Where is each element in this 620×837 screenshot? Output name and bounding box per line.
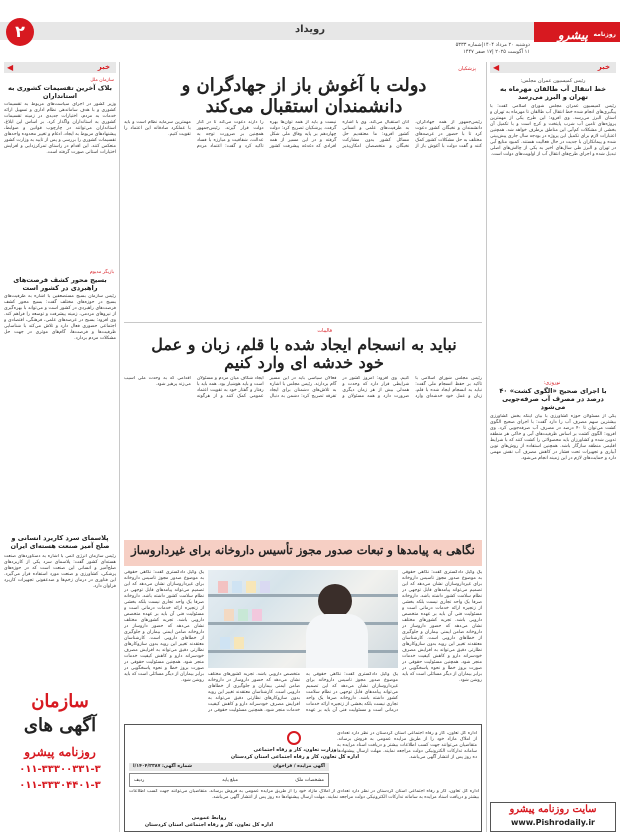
newspaper-logo (534, 22, 620, 42)
second-story-headline: نباید به انسجام ایجاد شده با قلم، زبان و عمل خود خدشه ای وارد کنیم (151, 335, 457, 373)
legal-notice (124, 724, 482, 832)
right-column-label-bar (490, 62, 616, 73)
website-ad-title: سایت روزنامه پیشرو (509, 804, 597, 815)
left-story1-body: وزیر کشور در اجرای سیاست‌های مربوط به تقسیمات کشوری و با هدف ساماندهی نظام اداری و تسهیل ارائه خدمات به مردم، اختیارات جدیدی در زمینه تقسیمات کشوری به استانداران واگذار کرد. بر اساس این ابلاغ، استانداران می‌توانند در چارچوب قوانین و ضوابط، پیشنهادهای مربوط به ایجاد، ادغام و تغییر محدوده واحدهای تقسیمات کشوری را بررسی و پس از تایید به وزارت کشور منعکس کنند. این اقدام در راستای تمرکززدایی و افزایش اختیارات استانی صورت گرفته است. (4, 102, 116, 155)
left-column-label: خبر (97, 63, 110, 71)
right-story2-kicker: نوروزی: (543, 380, 561, 386)
left-column-label-bar (4, 62, 116, 73)
right-story2-body: یکی از مسئولان حوزه کشاورزی با بیان اینکه بخش کشاورزی بیشترین سهم مصرف آب را دارد گفت: با اجرای صحیح الگوی کشت می‌توان تا ۴۰ درصد در مصرف آب صرفه‌جویی کرد. وی افزود: الگوی کشت بر اساس ظرفیت‌های آبی و خاکی هر منطقه تدوین شده و کشاورزان باید محصولاتی را کشت کنند که با شرایط اقلیمی منطقه سازگار باشد. همچنین استفاده از روش‌های نوین آبیاری و تجهیزات تحت فشار در کاهش مصرف آب نقش مهمی دارد و حمایت‌های لازم در این زمینه انجام می‌شود. (490, 414, 616, 461)
right-story1-body: رئیس کمیسیون عمران مجلس شورای اسلامی گفت: با پیگیری‌های انجام شده خط انتقال آب طالقان تا مهرماه به تهران و استان البرز می‌رسد. وی افزود: این طرح یکی از مهمترین پروژه‌های تامین آب شرب پایتخت و کرج است و با تکمیل آن بخشی از مشکلات کم‌آبی این مناطق برطرف خواهد شد. همچنین اعتبارات لازم برای تکمیل این پروژه در بودجه سال جاری پیش‌بینی شده و پیمانکاران با جدیت در حال فعالیت هستند. کمبود منابع آبی در تهران و البرز طی سال‌های اخیر به یکی از چالش‌های اصلی تبدیل شده و اجرای طرح‌های انتقال آب از اولویت‌های دولت است. (490, 104, 616, 157)
notice-office: اداره کل تعاون، کار و رفاه اجتماعی استان کردستان (230, 754, 360, 760)
notice-body: اداره کل تعاون، کار و رفاه اجتماعی استان کردستان در نظر دارد تعدادی از املاک مازاد خود را از طریق مزایده عمومی به فروش برساند. متقاضیان می‌توانند جهت کسب اطلاعات بیشتر و دریافت اسناد مزایده به سامانه تدارکات الکترونیکی دولت مراجعه نمایند. مهلت ارسال پیشنهادها ده روز پس از انتشار آگهی می‌باشد. (129, 789, 479, 800)
left-story2-title: بسیج محور کشف فرصت‌های راهبردی در کشور است (13, 276, 107, 292)
right-column (490, 62, 616, 832)
left-story3-title: پلاسمای سرد کاربرد انسانی و صلح آمیز صنعت هسته‌ای ایران (10, 534, 110, 550)
second-story (124, 326, 482, 536)
ad-phone2: ۰۱۱-۳۳۳۰۴۴۰۱-۳ (19, 780, 101, 791)
right-story2-title: با اجرای صحیح «الگوی کشت» ۴۰ درصد در مصرف آب صرفه‌جویی می‌شود (499, 387, 607, 411)
masthead (0, 0, 620, 56)
notice-table-h2: مبلغ پایه (222, 778, 238, 783)
logo-small: روزنامه (593, 31, 616, 38)
notice-sign1: روابط عمومی (191, 815, 227, 821)
ad-phone1: ۰۱۱-۳۳۳۰۰۳۳۱-۳ (19, 764, 101, 775)
date-line-2: ۱۱ آگوست ۲۰۲۵ |۱۷ صفر ۱۴۴۷ (463, 49, 530, 55)
pharmacy-story-headline: نگاهی به پیامدها و تبعات صدور مجوز تأسیس داروخانه برای غیرداروساز (131, 543, 475, 557)
second-story-kicker: فالیبات (317, 328, 332, 334)
left-story1-title: بلاک آخرین تقسیمات کشوری به استانداران (7, 84, 113, 100)
pharmacy-photo (208, 570, 398, 668)
main-story-body: رئیس‌جمهور از همه جهادگران، دانشمندان و نخبگان کشور دعوت کرد تا با حضور در عرصه‌های مختلف به حل مشکلات کشور کمک کنند و گفت دولت با آغوش باز از آنان استقبال می‌کند. وی با اشاره به ظرفیت‌های علمی و انسانی کشور افزود: ما معتقدیم حل مسائل کشور بدون مشارکت نخبگان و متخصصان امکان‌پذیر نیست و باید از همه توان‌ها بهره گرفت. پزشکیان تصریح کرد: دولت چهاردهم بر پایه وفاق ملی شکل گرفته و در این مسیر از همه افرادی که دغدغه پیشرفت کشور را دارند دعوت می‌کند تا در کنار دولت قرار گیرند. رئیس‌جمهور همچنین بر ضرورت توجه به عدالت، شفافیت و مبارزه با فساد تاکید کرد و گفت: اعتماد مردم مهمترین سرمایه نظام است و باید با عملکرد صادقانه این اعتماد را تقویت کنیم. (124, 120, 482, 149)
notice-ministry: وزارت تعاون، کار و رفاه اجتماعی (253, 747, 337, 753)
main-story-divider (124, 322, 482, 323)
main-story-headline: دولت با آغوش باز از جهادگران و دانشمندان استقبال می‌کند (181, 75, 427, 117)
left-story1-kicker: سازمان ملل (90, 78, 114, 83)
left-column (4, 62, 116, 832)
ad-line3: روزنامه پیشرو (24, 745, 96, 759)
arrow-icon: ◀ (7, 63, 14, 72)
pharmacy-story-body-bottom: یک وکیل دادگستری گفت: نگاهی حقوقی به موضوع صدور مجوز تاسیس داروخانه برای غیرداروسازان نشان می‌دهد که این تصمیم می‌تواند پیامدهای قابل توجهی در نظام سلامت کشور داشته باشد. داروخانه صرفا یک واحد تجاری نیست بلکه بخشی از زنجیره ارائه خدمات درمانی است و مسئولیت فنی آن باید بر عهده متخصص دارویی باشد. تجربه کشورهای مختلف نشان می‌دهد که حضور داروساز در داروخانه ضامن ایمنی بیماران و جلوگیری از خطاهای دارویی است. کارشناسان معتقدند تغییر این رویه بدون سازوکارهای نظارتی دقیق می‌تواند به افزایش مصرف خودسرانه دارو و کاهش کیفیت خدمات منجر شود. همچنین مسئولیت حقوقی در (208, 672, 398, 713)
right-story1-kicker: رئیس کمیسیون عمران مجلس: (520, 78, 586, 84)
right-column-label: خبر (597, 63, 610, 71)
notice-bar-left: شماره آگهی: ۱۴۰۴/۲۳۸۷/ا (133, 764, 193, 769)
second-story-body: رئیس مجلس شورای اسلامی با تاکید بر حفظ انسجام ملی گفت: نباید به انسجام ایجاد شده با قلم، زبان و عمل خود خدشه‌ای وارد کنیم. وی افزود: امروز کشور در شرایطی قرار دارد که وحدت و همدلی بیش از هر زمان دیگری ضرورت دارد و همه مسئولان و فعالان سیاسی باید در این مسیر گام بردارند. رئیس مجلس با اشاره به تلاش‌های دشمنان برای ایجاد تفرقه تصریح کرد: دشمن به دنبال ایجاد شکاف میان مردم و مسئولان است و باید هوشیار بود. همه باید با رفتار و گفتار خود به تقویت اعتماد عمومی کمک کنند و از هرگونه اقدامی که به وحدت ملی آسیب می‌زند پرهیز شود. (124, 376, 482, 399)
notice-table-h1: مشخصات ملک (295, 778, 324, 783)
notice-table (129, 773, 329, 787)
website-ad (490, 802, 616, 832)
notice-table-h3: ردیف (134, 778, 145, 783)
ad-line1: سازمان (31, 691, 89, 712)
section-title: رویداد (294, 24, 326, 35)
right-story1-title: خط انتقال آب طالقان مهرماه به تهران و البرز می‌رسد (499, 85, 607, 101)
left-story2-kicker: بازیگر مدیوم (89, 270, 114, 275)
pharmacy-story-body-right: یک وکیل دادگستری گفت: نگاهی حقوقی به موضوع صدور مجوز تاسیس داروخانه برای غیرداروسازان نشان می‌دهد که این تصمیم می‌تواند پیامدهای قابل توجهی در نظام سلامت کشور داشته باشد. داروخانه صرفا یک واحد تجاری نیست بلکه بخشی از زنجیره ارائه خدمات درمانی است و مسئولیت فنی آن باید بر عهده متخصص دارویی باشد. تجربه کشورهای مختلف نشان می‌دهد که حضور داروساز در داروخانه ضامن ایمنی بیماران و جلوگیری از خطاهای دارویی است. کارشناسان معتقدند تغییر این رویه بدون سازوکارهای نظارتی دقیق می‌تواند به افزایش مصرف خودسرانه دارو و کاهش کیفیت خدمات منجر شود. همچنین مسئولیت حقوقی در صورت بروز خطا و نحوه پاسخگویی در برابر بیماران از دیگر مسائلی است که باید روشن شود. (402, 570, 482, 683)
date-line-1: دوشنبه ۲۰ مرداد ۱۴۰۴|شماره ۵۳۳۳ (455, 42, 530, 48)
pharmacy-story (124, 540, 482, 720)
emblem-icon (287, 731, 301, 745)
left-story2-body: رئیس سازمان بسیج مستضعفین با اشاره به ظرفیت‌های بسیج در حوزه‌های مختلف گفت: بسیج محور کشف فرصت‌های راهبردی در کشور است و می‌تواند با بهره‌گیری از نیروهای مردمی، زمینه پیشرفت و توسعه را فراهم کند. وی افزود: بسیج در عرصه‌های علمی، فرهنگی، اقتصادی و اجتماعی حضوری فعال دارد و تلاش می‌کند با شناسایی ظرفیت‌ها و فرصت‌ها، گام‌های موثری در جهت حل مشکلات مردم بردارد. (4, 294, 116, 341)
right-column-divider (486, 62, 487, 832)
left-column-divider (119, 62, 120, 832)
notice-bar-right: آگهی مزایده / فراخوان (273, 764, 325, 769)
advertising-box (4, 690, 116, 830)
notice-bar (129, 763, 329, 771)
notice-sign2: اداره کل تعاون، کار و رفاه اجتماعی استان کردستان (144, 822, 274, 828)
main-story-kicker: پزشکیان (458, 66, 476, 72)
left-story3-body: رئیس سازمان انرژی اتمی با اشاره به دستاوردهای صنعت هسته‌ای کشور گفت: پلاسمای سرد یکی از کاربردهای صلح‌آمیز و انسانی این صنعت است که در حوزه‌های پزشکی، کشاورزی و صنعت مورد استفاده قرار می‌گیرد. این فناوری در درمان زخم‌ها و ضدعفونی تجهیزات کاربرد فراوان دارد. (4, 554, 116, 589)
page-number: ۲ (6, 18, 34, 46)
arrow-icon: ◀ (493, 63, 500, 72)
ad-line2: آگهی های (23, 715, 97, 736)
notice-text-right: اداره کل تعاون، کار و رفاه اجتماعی استان کردستان در نظر دارد تعدادی از املاک مازاد خود را از طریق مزایده عمومی به فروش برساند. متقاضیان می‌توانند جهت کسب اطلاعات بیشتر و دریافت اسناد مزایده به سامانه تدارکات الکترونیکی دولت مراجعه نمایند. مهلت ارسال پیشنهادها ده روز پس از انتشار آگهی می‌باشد. (337, 731, 477, 760)
main-story (124, 62, 482, 322)
logo-main: پیشرو (557, 28, 588, 42)
pharmacy-story-body-left: یک وکیل دادگستری گفت: نگاهی حقوقی به موضوع صدور مجوز تاسیس داروخانه برای غیرداروسازان نشان می‌دهد که این تصمیم می‌تواند پیامدهای قابل توجهی در نظام سلامت کشور داشته باشد. داروخانه صرفا یک واحد تجاری نیست بلکه بخشی از زنجیره ارائه خدمات درمانی است و مسئولیت فنی آن باید بر عهده متخصص دارویی باشد. تجربه کشورهای مختلف نشان می‌دهد که حضور داروساز در داروخانه ضامن ایمنی بیماران و جلوگیری از خطاهای دارویی است. کارشناسان معتقدند تغییر این رویه بدون سازوکارهای نظارتی دقیق می‌تواند به افزایش مصرف خودسرانه دارو و کاهش کیفیت خدمات منجر شود. همچنین مسئولیت حقوقی در صورت بروز خطا و نحوه پاسخگویی در برابر بیماران از دیگر مسائلی است که باید روشن شود. (124, 570, 204, 683)
website-ad-url[interactable]: www.Pishrodaily.ir (510, 818, 596, 827)
